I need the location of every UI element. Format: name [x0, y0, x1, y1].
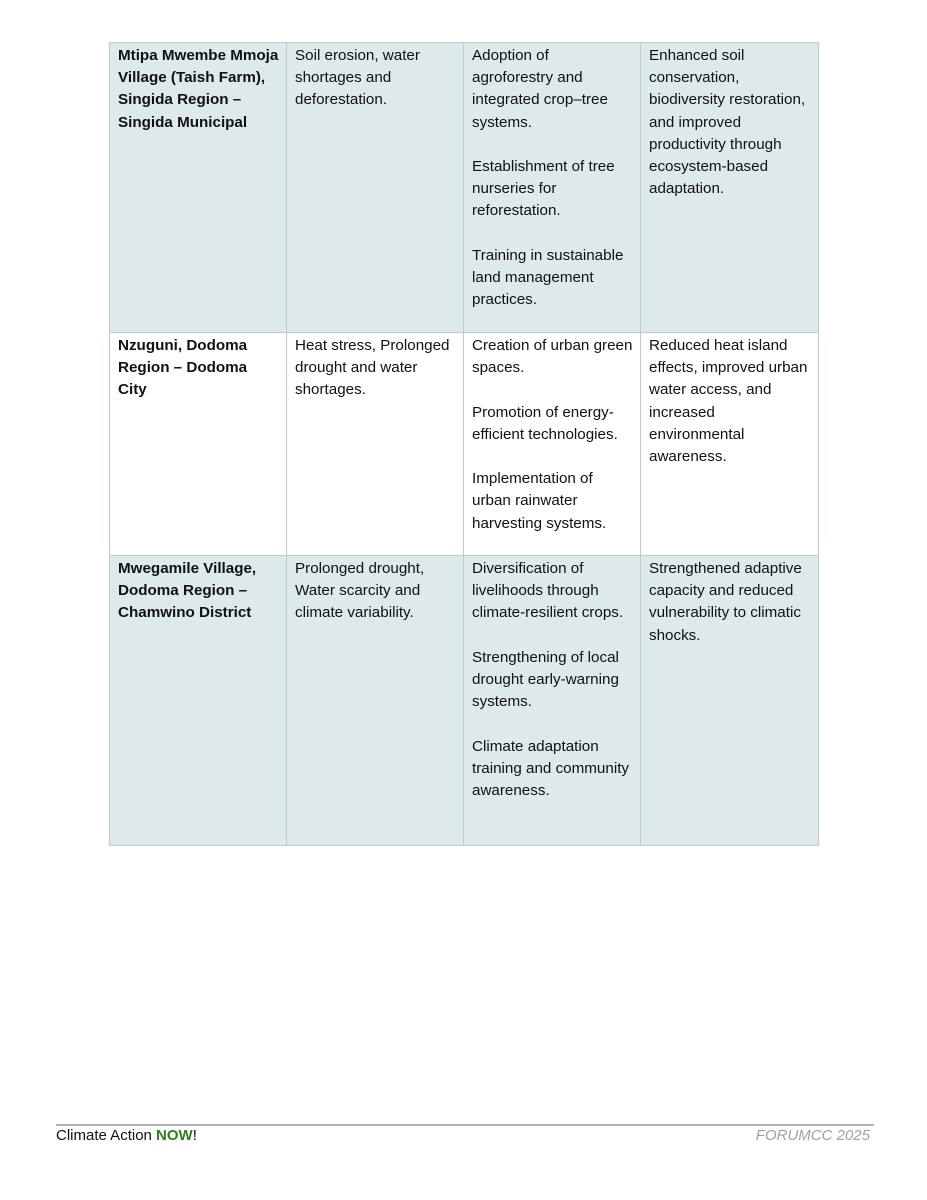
footer-slogan-prefix: Climate Action [56, 1127, 157, 1144]
location-cell: Mtipa Mwembe Mmoja Village (Taish Farm), Singida Region – Singida Municipal [110, 43, 287, 333]
intervention-item: Promotion of energy-efficient technologies. [472, 403, 618, 443]
footer-divider [56, 1124, 874, 1126]
table-row [110, 333, 819, 556]
interventions-cell [464, 43, 641, 333]
table-row [110, 43, 819, 333]
footer-slogan [56, 1127, 197, 1144]
location-cell: Nzuguni, Dodoma Region – Dodoma City [110, 333, 287, 556]
interventions-cell [464, 333, 641, 556]
footer-org-year: FORUMCC 2025 [755, 1127, 870, 1144]
adaptation-table [109, 42, 819, 846]
challenges-cell: Soil erosion, water shortages and deforestation. [287, 43, 464, 333]
intervention-item: Implementation of urban rainwater harvesting systems. [472, 470, 607, 532]
intervention-item: Establishment of tree nurseries for reforestation. [472, 158, 615, 220]
intervention-item: Climate adaptation training and community awareness. [472, 737, 630, 799]
challenges-cell: Prolonged drought, Water scarcity and climate variability. [287, 556, 464, 846]
challenges-cell: Heat stress, Prolonged drought and water shortages. [287, 333, 464, 556]
outcomes-cell: Enhanced soil conservation, biodiversity restoration, and improved productivity through ecosystem-based adaptation. [641, 43, 819, 333]
intervention-item: Training in sustainable land management practices. [472, 246, 624, 309]
location-cell: Mwegamile Village, Dodoma Region – Chamwino District [110, 556, 287, 846]
outcomes-cell: Reduced heat island effects, improved urban water access, and increased environmental awareness. [641, 333, 819, 556]
interventions-cell [464, 556, 641, 846]
intervention-item: Diversification of livelihoods through climate-resilient crops. [472, 560, 624, 622]
intervention-item: Creation of urban green spaces. [472, 337, 633, 377]
intervention-item: Adoption of agroforestry and integrated crop–tree systems. [472, 47, 608, 131]
intervention-item: Strengthening of local drought early-warning systems. [472, 648, 619, 711]
outcomes-cell: Strengthened adaptive capacity and reduced vulnerability to climatic shocks. [641, 556, 819, 846]
footer-slogan-emphasis: NOW [156, 1127, 193, 1144]
footer-slogan-suffix: ! [192, 1127, 197, 1144]
table-row [110, 556, 819, 846]
